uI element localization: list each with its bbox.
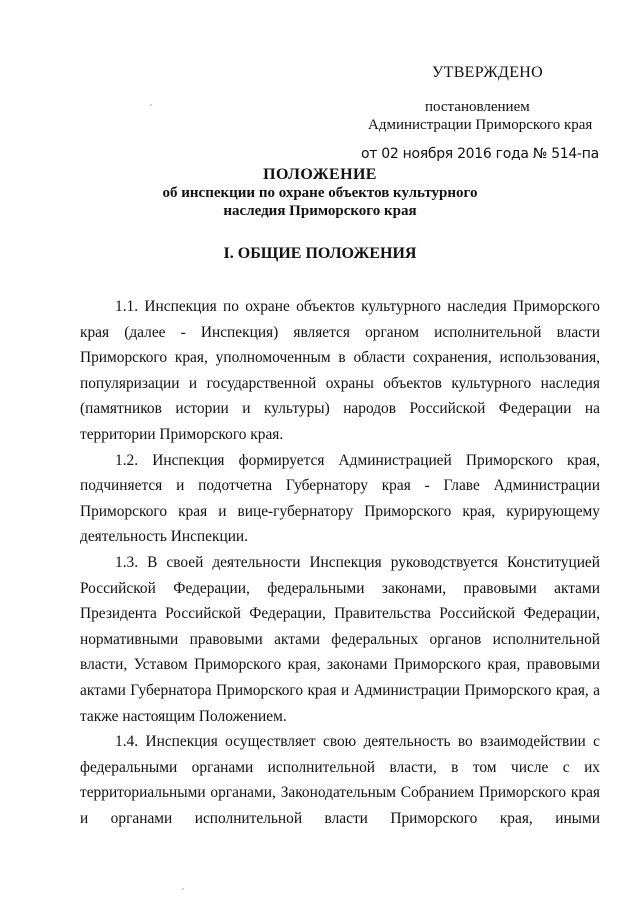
document-subtitle-line1: об инспекции по охране объектов культурного bbox=[162, 185, 478, 201]
paragraph-line: власти, Уставом Приморского края, законами Приморского края, правовыми bbox=[80, 656, 600, 674]
paragraph-line: актами Губернатора Приморского края и Администрации Приморского края, а bbox=[80, 681, 600, 699]
section-heading: I. ОБЩИЕ ПОЛОЖЕНИЯ bbox=[223, 245, 417, 262]
paragraph-line: 1.2. Инспекция формируется Администрацией Приморского края, bbox=[115, 451, 600, 469]
paragraph-line: (памятников истории и культуры) народов Российской Федерации на bbox=[80, 400, 600, 418]
paragraph-1-4 bbox=[80, 729, 600, 831]
paragraph-line: федеральными органами исполнительной власти, в том числе с их bbox=[80, 758, 600, 776]
paragraph-line: также настоящим Положением. bbox=[80, 707, 287, 725]
paragraph-line: территориальными органами, Законодательным Собранием Приморского края bbox=[80, 784, 600, 802]
paragraph-line: нормативными правовыми актами федеральных органов исполнительной bbox=[80, 630, 600, 648]
document-title: ПОЛОЖЕНИЕ bbox=[263, 166, 377, 183]
paragraph-line: края (далее - Инспекция) является органом исполнительной власти bbox=[80, 323, 600, 341]
paragraph-line: Российской Федерации, федеральными законами, правовыми актами bbox=[80, 579, 600, 597]
paragraph-line: популяризации и государственной охраны объектов культурного наследия bbox=[80, 374, 600, 392]
paragraph-line: территории Приморского края. bbox=[80, 425, 284, 443]
paragraph-line: Приморского края, уполномоченным в области сохранения, использования, bbox=[80, 349, 600, 367]
paragraph-1-2 bbox=[80, 448, 600, 550]
paragraph-1-1 bbox=[80, 294, 600, 448]
paragraph-line: 1.4. Инспекция осуществляет свою деятельность во взаимодействии с bbox=[115, 733, 600, 751]
decree-reference-line2: Администрации Приморского края bbox=[368, 117, 593, 133]
decree-reference-line1: постановлением bbox=[425, 99, 530, 115]
body-text bbox=[80, 294, 600, 831]
paragraph-line: 1.1. Инспекция по охране объектов культурного наследия Приморского bbox=[115, 298, 600, 315]
paragraph-line: Приморского края и вице-губернатору Приморского края, курирующему bbox=[80, 502, 600, 520]
approved-label: УТВЕРЖДЕНО bbox=[432, 64, 544, 81]
paragraph-line: Президента Российской Федерации, Правительства Российской Федерации, bbox=[80, 605, 600, 623]
paragraph-1-3 bbox=[80, 550, 600, 729]
document-subtitle-line2: наследия Приморского края bbox=[223, 203, 417, 219]
paragraph-line: подчиняется и подотчетна Губернатору края - Главе Администрации bbox=[80, 477, 600, 495]
paragraph-line: и органами исполнительной власти Приморского края, иными bbox=[80, 809, 600, 827]
paragraph-line: 1.3. В своей деятельности Инспекция руководствуется Конституцией bbox=[115, 553, 600, 571]
scan-speck bbox=[182, 888, 184, 890]
scan-speck bbox=[150, 104, 152, 106]
decree-date-number-stamp: от 02 ноября 2016 года № 514-па bbox=[361, 146, 599, 162]
paragraph-line: деятельность Инспекции. bbox=[80, 528, 249, 546]
